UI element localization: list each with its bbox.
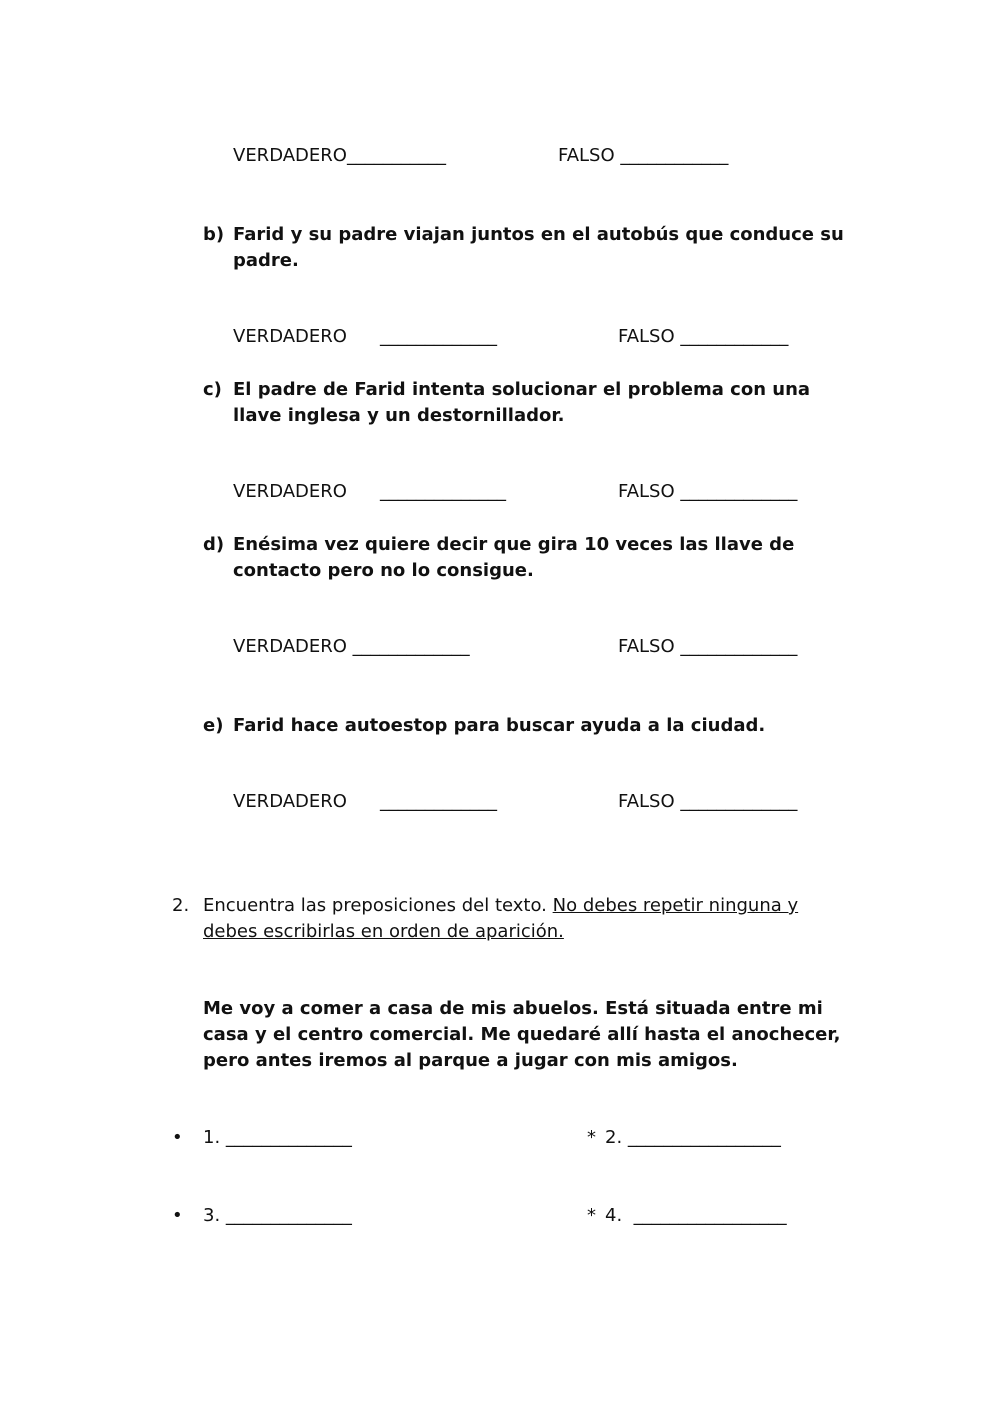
instruction-underlined: No debes repetir ninguna y debes escribirlas en orden de aparición. <box>203 895 799 942</box>
exercise-2-number: 2. <box>172 895 190 916</box>
answer-item-1[interactable]: 1. ______________ <box>203 1127 352 1148</box>
answer-item-3[interactable]: 3. ______________ <box>203 1205 352 1226</box>
true-answer-b[interactable]: _____________ <box>380 326 497 347</box>
answer-item-2[interactable]: 2. _________________ <box>605 1127 781 1148</box>
instruction-text: Encuentra las preposiciones del texto. <box>203 895 553 916</box>
question-letter-e: e) <box>203 715 224 736</box>
false-answer-b[interactable]: FALSO ____________ <box>618 326 789 347</box>
false-answer-c[interactable]: FALSO _____________ <box>618 481 798 502</box>
exercise-2-passage: Me voy a comer a casa de mis abuelos. Está situada entre mi casa y el centro comercial. Me quedaré allí hasta el anochecer, pero antes iremos al parque a jugar con mis amigos. <box>203 998 841 1071</box>
true-label-e: VERDADERO <box>233 791 347 812</box>
answer-item-4[interactable]: 4. _________________ <box>605 1205 787 1226</box>
true-answer-e[interactable]: _____________ <box>380 791 497 812</box>
false-answer-e[interactable]: FALSO _____________ <box>618 791 798 812</box>
question-text-b: Farid y su padre viajan juntos en el autobús que conduce su padre. <box>233 224 844 271</box>
bullet-2: * <box>587 1127 596 1148</box>
exercise-2-instruction <box>203 893 843 945</box>
false-answer-d[interactable]: FALSO _____________ <box>618 636 798 657</box>
question-letter-d: d) <box>203 534 225 555</box>
true-answer-a[interactable]: VERDADERO___________ <box>233 145 446 166</box>
bullet-3: • <box>172 1205 183 1226</box>
true-label-b: VERDADERO <box>233 326 347 347</box>
true-answer-c[interactable]: ______________ <box>380 481 506 502</box>
question-text-d: Enésima vez quiere decir que gira 10 veces las llave de contacto pero no lo consigue. <box>233 534 795 581</box>
bullet-4: * <box>587 1205 596 1226</box>
question-letter-c: c) <box>203 379 222 400</box>
bullet-1: • <box>172 1127 183 1148</box>
question-text-e: Farid hace autoestop para buscar ayuda a la ciudad. <box>233 715 766 736</box>
false-answer-a[interactable]: FALSO ____________ <box>558 145 729 166</box>
true-label-c: VERDADERO <box>233 481 347 502</box>
question-letter-b: b) <box>203 224 225 245</box>
question-text-c: El padre de Farid intenta solucionar el problema con una llave inglesa y un destornillador. <box>233 379 811 426</box>
true-answer-d[interactable]: VERDADERO _____________ <box>233 636 470 657</box>
